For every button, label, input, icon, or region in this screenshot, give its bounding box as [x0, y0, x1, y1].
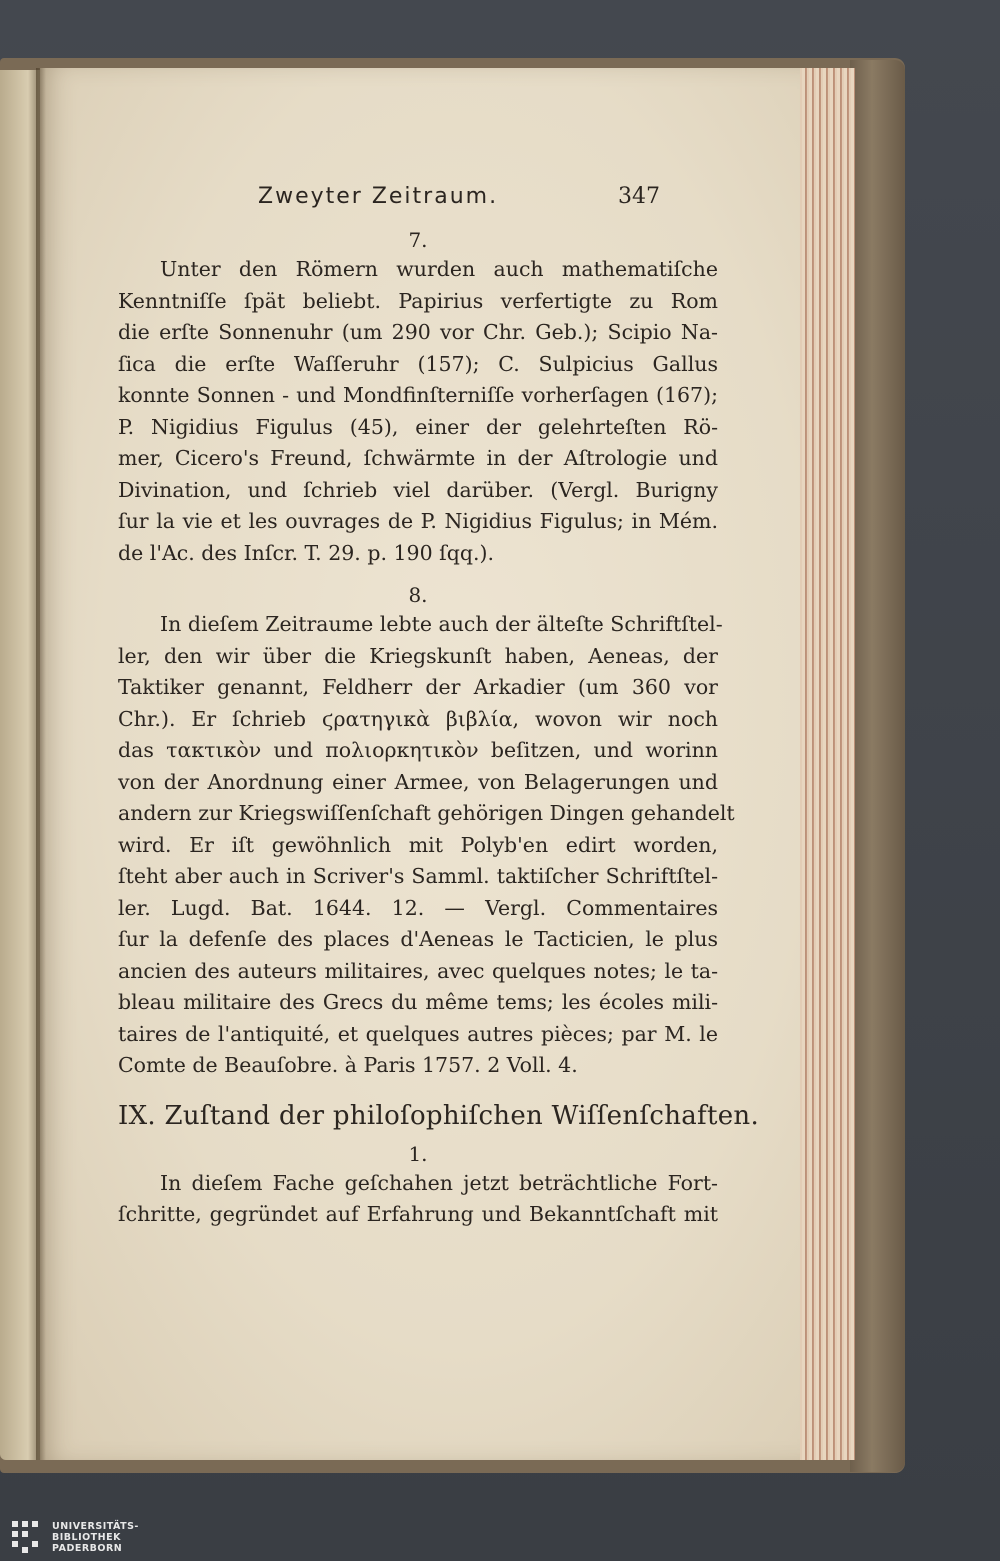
text-line: In dieſem Zeitraume lebte auch der älteſte Schriftſtel-	[160, 612, 723, 636]
paragraph-section-7	[118, 254, 718, 569]
text-line: ſur la defenſe des places d'Aeneas le Tacticien, le plus	[118, 927, 718, 951]
text-line: konnte Sonnen - und Mondfinſterniſſe vorherſagen (167);	[118, 383, 718, 407]
text-line: bleau militaire des Grecs du même tems; les écoles mili-	[118, 990, 718, 1014]
text-line: die erſte Sonnenuhr (um 290 vor Chr. Geb.); Scipio Na-	[118, 320, 718, 344]
text-line: ler, den wir über die Kriegskunſt haben, Aeneas, der	[118, 643, 718, 668]
logo-line: BIBLIOTHEK	[52, 1531, 121, 1543]
text-line: taires de l'antiquité, et quelques autres pièces; par M. le	[118, 1021, 718, 1046]
logo-line: PADERBORN	[52, 1542, 123, 1554]
text-line: Chr.). Er ſchrieb ϛρατηγικὰ βιβλία, wovon wir noch	[118, 706, 718, 731]
section-number: 1.	[408, 1141, 428, 1166]
page-number: 347	[618, 184, 660, 209]
section-number: 8.	[408, 583, 428, 607]
chapter-heading: IX. Zuſtand der philoſophiſchen Wiſſenſchaften.	[118, 1100, 760, 1131]
text-line: Taktiker genannt, Feldherr der Arkadier (um 360 vor	[118, 675, 718, 699]
book-cover-edge	[850, 60, 905, 1472]
text-line: de l'Ac. des Inſcr. T. 29. p. 190 ſqq.).	[118, 540, 494, 565]
page-header	[118, 178, 718, 218]
running-head: Zweyter Zeitraum.	[258, 184, 499, 209]
library-logo	[10, 1519, 139, 1555]
text-line: ancien des auteurs militaires, avec quelques notes; le ta-	[118, 958, 718, 983]
text-line: mer, Cicero's Freund, ſchwärmte in der Aſtrologie und	[118, 446, 718, 470]
page-text	[118, 178, 760, 1231]
text-line: ler. Lugd. Bat. 1644. 12. — Vergl. Commentaires	[118, 895, 718, 920]
library-logo-icon	[10, 1519, 44, 1555]
text-line: Kenntniſſe ſpät beliebt. Papirius verfertigte zu Rom	[118, 288, 718, 313]
text-line: Divination, und ſchrieb viel darüber. (Vergl. Burigny	[118, 477, 718, 502]
text-line: Unter den Römern wurden auch mathematiſche	[160, 257, 718, 281]
library-logo-text	[52, 1521, 139, 1554]
logo-line: UNIVERSITÄTS-	[52, 1520, 139, 1532]
text-line: ſchritte, gegründet auf Erfahrung und Bekanntſchaft mit	[118, 1202, 718, 1226]
text-line: ſica die erſte Waſſeruhr (157); C. Sulpicius Gallus	[118, 351, 718, 376]
text-line: Comte de Beauſobre. à Paris 1757. 2 Voll. 4.	[118, 1053, 578, 1077]
text-line: ſteht aber auch in Scriver's Samml. taktiſcher Schriftſtel-	[118, 864, 718, 888]
paragraph-chapter-ix	[118, 1168, 718, 1231]
text-line: von der Anordnung einer Armee, von Belagerungen und	[118, 769, 718, 794]
section-number: 7.	[408, 228, 428, 252]
text-line: andern zur Kriegswiſſenſchaft gehörigen Dingen gehandelt	[118, 801, 735, 825]
text-line: In dieſem Fache geſchahen jetzt beträchtliche Fort-	[160, 1170, 718, 1195]
text-line: wird. Er iſt gewöhnlich mit Polyb'en edirt worden,	[118, 832, 718, 857]
text-line: das τακτικὸν und πολιορκητικὸν beſitzen, und worinn	[118, 738, 718, 762]
facing-page-edge	[0, 70, 40, 1460]
gutter-shadow	[36, 68, 46, 1460]
text-line: P. Nigidius Figulus (45), einer der gelehrteſten Rö-	[118, 414, 718, 439]
paragraph-section-8	[118, 609, 735, 1082]
page-block-fore-edge	[795, 68, 855, 1460]
text-line: ſur la vie et les ouvrages de P. Nigidius Figulus; in Mém.	[118, 509, 718, 533]
